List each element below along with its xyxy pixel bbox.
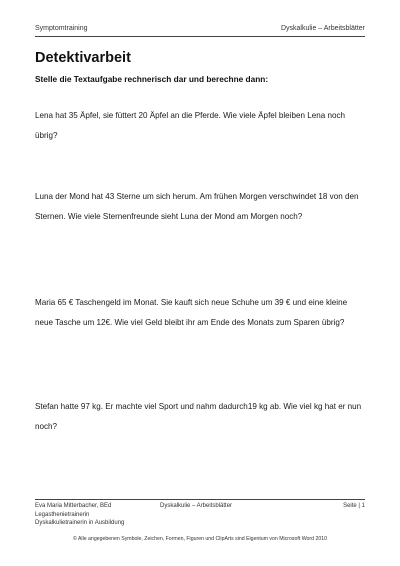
word-problem-1: Lena hat 35 Äpfel, sie füttert 20 Äpfel an die Pferde. Wie viele Äpfel bleiben Lena noch übrig? xyxy=(35,111,346,140)
header-right-text: Dyskalkulie – Arbeitsblätter xyxy=(280,25,365,32)
footer-center-text: Dyskalkulie – Arbeitsblätter xyxy=(160,503,233,509)
footer-role-dyskalkulie: Dyskalkulietrainerin in Ausbildung xyxy=(35,520,125,526)
footer-copyright: © Alle angegebenen Symbole, Zeichen, Formen, Figuren und ClipArts sind Eigentum von Microsoft Word 2010 xyxy=(72,536,327,542)
footer-role-legasthenie: Legasthenietrainerin xyxy=(35,511,90,518)
header-left-text: Symptomtraining xyxy=(35,25,88,32)
footer-author: Eva Maria Mitterbacher, BEd xyxy=(35,503,112,509)
header-divider xyxy=(35,36,365,37)
word-problem-4: Stefan hatte 97 kg. Er machte viel Sport und nahm dadurch19 kg ab. Wie viel kg hat er nun noch? xyxy=(35,402,362,431)
instruction-text: Stelle die Textaufgabe rechnerisch dar und berechne dann: xyxy=(35,74,269,84)
footer-page-number: Seite | 1 xyxy=(343,503,365,509)
page-title: Detektivarbeit xyxy=(35,50,131,66)
word-problem-3: Maria 65 € Taschengeld im Monat. Sie kauft sich neue Schuhe um 39 € und eine kleine neue Tasche um 12€. Wie viel Geld bleibt ihr am Ende des Monats zum Sparen übrig? xyxy=(35,298,348,327)
word-problem-2: Luna der Mond hat 43 Sterne um sich herum. Am frühen Morgen verschwindet 18 von den Sternen. Wie viele Sternenfreunde sieht Luna der Mond am Morgen noch? xyxy=(35,192,359,221)
footer-divider xyxy=(35,499,365,500)
